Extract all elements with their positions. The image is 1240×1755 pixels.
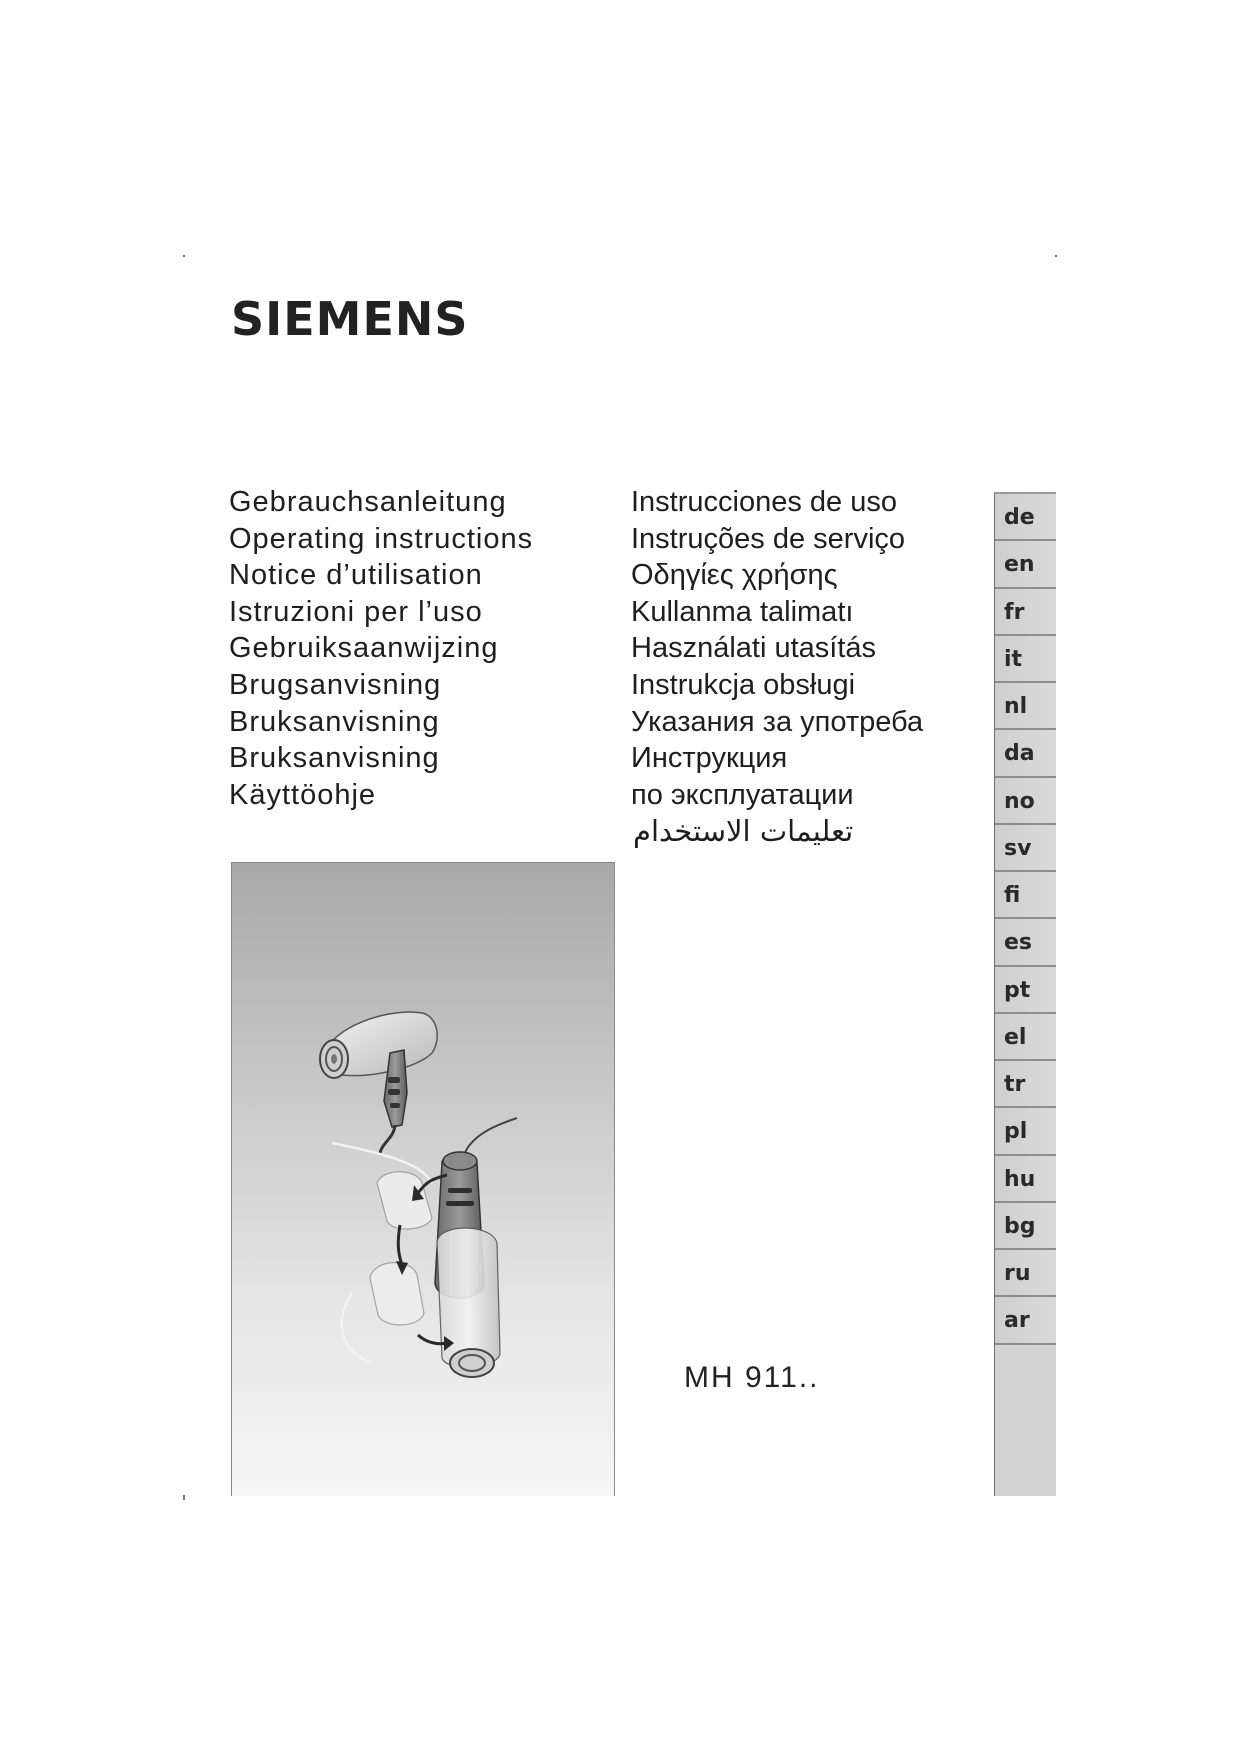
hair-dryer-drawing [232,863,616,1497]
lang-tab-tr[interactable]: tr [995,1061,1056,1108]
title-de: Gebrauchsanleitung [229,486,507,518]
lang-tab-no[interactable]: no [995,778,1056,825]
title-da: Brugsanvisning [229,668,442,701]
sleeve-icon [370,1172,432,1325]
title-ru-line1: Инструкция [631,742,788,775]
lang-tab-ar[interactable]: ar [995,1297,1056,1344]
lang-tab-bg[interactable]: bg [995,1203,1056,1250]
brand-logo: SIEMENS [231,292,469,346]
title-tr: Kullanma talimatı [631,595,854,628]
crop-mark-bottom-left [183,1495,185,1500]
lang-tab-pl[interactable]: pl [995,1108,1056,1155]
title-el: Οδηγίες χρήσης [631,559,838,592]
lang-tab-el[interactable]: el [995,1014,1056,1061]
lang-tab-nl[interactable]: nl [995,683,1056,730]
lang-tab-es[interactable]: es [995,919,1056,966]
hair-dryer-illustration [231,862,615,1496]
title-sv: Bruksanvisning [229,742,440,775]
lang-tab-fi[interactable]: fi [995,872,1056,919]
lang-tab-da[interactable]: da [995,730,1056,777]
crop-mark-top-right [1055,255,1057,257]
lang-tab-de[interactable]: de [995,494,1056,541]
title-no: Bruksanvisning [229,705,440,738]
crop-mark-top-left [183,255,185,257]
instruction-titles-left [229,484,533,813]
instruction-titles-right [631,484,923,850]
title-it: Istruzioni per l’uso [229,595,483,628]
lang-tab-hu[interactable]: hu [995,1156,1056,1203]
title-nl: Gebruiksaanwijzing [229,632,499,665]
lang-tab-en[interactable]: en [995,541,1056,588]
title-fi: Käyttöohje [229,778,377,811]
title-pl: Instrukcja obsługi [631,668,856,701]
title-en: Operating instructions [229,522,534,555]
lang-tab-it[interactable]: it [995,636,1056,683]
lang-tab-ru[interactable]: ru [995,1250,1056,1297]
model-number: MH 911.. [684,1361,820,1394]
lang-tab-fr[interactable]: fr [995,589,1056,636]
title-pt: Instruções de serviço [631,522,906,555]
lang-tab-pt[interactable]: pt [995,967,1056,1014]
language-tab-strip [994,492,1056,1496]
title-bg: Указания за употреба [631,705,924,738]
title-es: Instrucciones de uso [631,486,897,518]
title-fr: Notice d’utilisation [229,559,483,592]
hair-dryer-icon [320,1012,437,1153]
title-hu: Használati utasítás [631,632,877,665]
title-ru-line2: по эксплуатации [631,778,854,811]
title-ar: تعليمات الاستخدام [633,814,854,849]
lang-tab-sv[interactable]: sv [995,825,1056,872]
